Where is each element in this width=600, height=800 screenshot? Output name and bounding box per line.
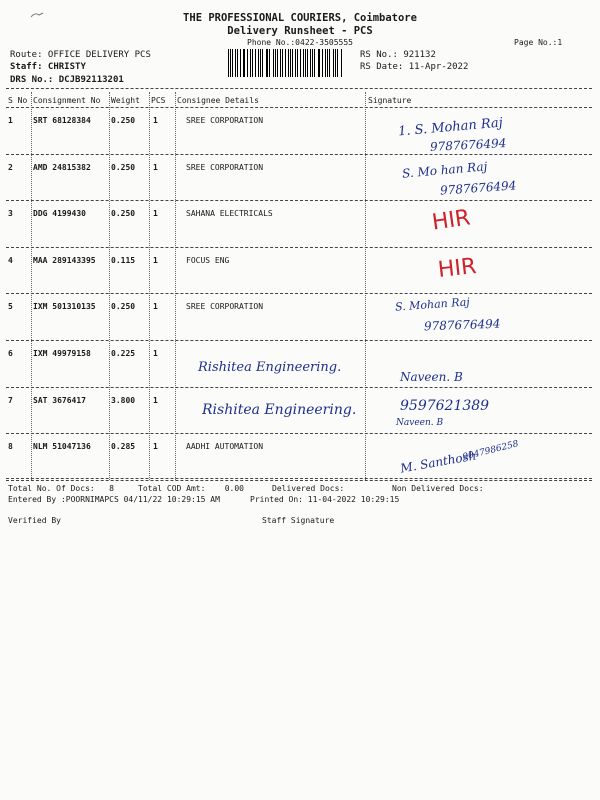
barcode-bar [292, 49, 293, 77]
cell-pcs: 1 [153, 442, 158, 452]
row-separator [6, 154, 592, 155]
cell-sno: 2 [8, 162, 13, 172]
cell-pcs: 1 [153, 255, 158, 265]
col-sno: S No [8, 96, 28, 105]
signature-row-8: M. Santhosh [399, 448, 478, 476]
barcode-bar [262, 49, 263, 77]
cell-consignment-no: AMD 24815382 [33, 162, 91, 172]
cell-consignment-no: NLM 51047136 [33, 442, 91, 452]
cell-sno: 5 [8, 302, 13, 312]
phone-row-2: 9787676494 [439, 178, 517, 198]
barcode-bar [327, 49, 328, 77]
phone-row-1: 9787676494 [429, 136, 507, 154]
signature-row-1: 1. S. Mohan Raj [397, 115, 504, 140]
barcode-bar [303, 49, 304, 77]
phone-row-8: 9047986258 [461, 439, 520, 463]
signature-row-5: S. Mohan Raj [394, 295, 471, 314]
cell-weight: 0.285 [111, 442, 136, 452]
row-separator [6, 293, 592, 294]
cell-sno: 8 [8, 442, 13, 452]
row-separator [6, 387, 592, 388]
hold-mark-row-3: HIR [430, 205, 472, 236]
barcode-bar [273, 49, 274, 77]
phone-row-7: 9597621389 [400, 398, 490, 414]
page-number: Page No.:1 [514, 38, 563, 47]
row-separator [6, 247, 592, 248]
cell-sno: 1 [8, 116, 13, 125]
barcode-bar [297, 49, 298, 77]
cell-sno: 7 [8, 395, 13, 405]
row-separator [6, 200, 592, 201]
cell-consignment-no: DDG 4199430 [33, 209, 86, 219]
cell-pcs: 1 [153, 116, 158, 125]
barcode-bar [337, 49, 338, 77]
col-divider [365, 92, 366, 480]
cell-weight: 0.250 [111, 162, 136, 172]
col-divider [31, 92, 32, 480]
col-consignee: Consignee Details [177, 96, 259, 105]
col-divider [175, 92, 176, 480]
footer-top-rule [6, 478, 592, 479]
barcode-bar [240, 49, 241, 77]
staff-label: Staff: CHRISTY [10, 62, 86, 72]
cell-weight: 0.250 [111, 116, 136, 125]
col-divider [109, 92, 110, 480]
col-weight: Weight [111, 96, 140, 105]
barcode-bar [314, 49, 315, 77]
barcode-bar [310, 49, 311, 77]
delivered-docs: Delivered Docs: [272, 484, 345, 493]
table-top-rule [6, 88, 592, 89]
cell-pcs: 1 [153, 349, 158, 358]
hold-mark-row-4: HIR [436, 254, 478, 283]
cell-consignee: SREE CORPORATION [186, 162, 264, 172]
cell-consignment-no: IXM 501310135 [33, 302, 96, 312]
cell-consignment-no: IXM 49979158 [33, 349, 91, 358]
entered-by: Entered By :POORNIMAPCS 04/11/22 10:29:15 AM [8, 495, 220, 504]
barcode-bar [247, 49, 248, 77]
cell-weight: 0.250 [111, 302, 136, 312]
row-separator [6, 480, 592, 481]
printed-on: Printed On: 11-04-2022 10:29:15 [250, 495, 400, 504]
signature-row-2: S. Mo han Raj [401, 159, 488, 181]
barcode-bar [329, 49, 330, 77]
barcode-bar [285, 49, 286, 77]
rs-number: RS No.: 921132 [360, 50, 436, 60]
cell-weight: 0.250 [111, 209, 136, 219]
cell-consignment-no: MAA 289143395 [33, 255, 96, 265]
cell-pcs: 1 [153, 162, 158, 172]
staff-signature: Staff Signature [262, 516, 335, 525]
cell-consignment-no: SRT 68128384 [33, 116, 91, 125]
phone-number: Phone No.:0422-3505555 [247, 38, 353, 47]
col-pcs: PCS [151, 96, 166, 105]
cell-consignee: SREE CORPORATION [186, 302, 264, 312]
cell-pcs: 1 [153, 395, 158, 405]
cell-sno: 3 [8, 209, 13, 219]
cell-weight: 0.115 [111, 255, 136, 265]
cell-consignee: FOCUS ENG [186, 255, 230, 265]
total-cod: Total COD Amt: 0.00 [138, 484, 244, 493]
cell-sno: 4 [8, 255, 13, 265]
row-separator [6, 433, 592, 434]
signature-row-7: Naveen. B [396, 418, 444, 428]
drs-number: DRS No.: DCJB92113201 [10, 75, 124, 85]
table-header-rule [6, 107, 592, 108]
barcode-bar [258, 49, 259, 77]
cell-sno: 6 [8, 349, 13, 358]
cell-consignee: AADHI AUTOMATION [186, 442, 264, 452]
barcode-bar [322, 49, 323, 77]
col-consignment: Consignment No [33, 96, 101, 105]
runsheet-title: Delivery Runsheet - PCS [227, 25, 373, 37]
row-separator [6, 340, 592, 341]
signature-row-6: Naveen. B [400, 370, 463, 384]
rs-date: RS Date: 11-Apr-2022 [360, 62, 469, 72]
barcode-bar [235, 49, 236, 77]
barcode [228, 49, 342, 77]
phone-row-5: 9787676494 [423, 316, 501, 334]
cell-weight: 0.225 [111, 349, 136, 358]
handwritten-consignee-row-7: Rishitea Engineering. [202, 402, 357, 418]
company-title: THE PROFESSIONAL COURIERS, Coimbatore [183, 12, 417, 24]
col-divider [149, 92, 150, 480]
barcode-bar [250, 49, 251, 77]
barcode-bar [228, 49, 229, 77]
non-delivered-docs: Non Delivered Docs: [392, 484, 484, 493]
cell-consignee: SREE CORPORATION [186, 116, 264, 125]
route-label: Route: OFFICE DELIVERY PCS [10, 50, 151, 60]
total-docs: Total No. Of Docs: 8 [8, 484, 114, 493]
handwritten-consignee-row-6: Rishitea Engineering. [198, 360, 342, 375]
cell-weight: 3.800 [111, 395, 136, 405]
cell-consignee: SAHANA ELECTRICALS [186, 209, 273, 219]
cell-pcs: 1 [153, 209, 158, 219]
col-signature: Signature [368, 96, 412, 105]
cell-pcs: 1 [153, 302, 158, 312]
verified-by: Verified By [8, 516, 61, 525]
barcode-bar [269, 49, 270, 77]
cell-consignment-no: SAT 3676417 [33, 395, 86, 405]
barcode-bar [280, 49, 281, 77]
